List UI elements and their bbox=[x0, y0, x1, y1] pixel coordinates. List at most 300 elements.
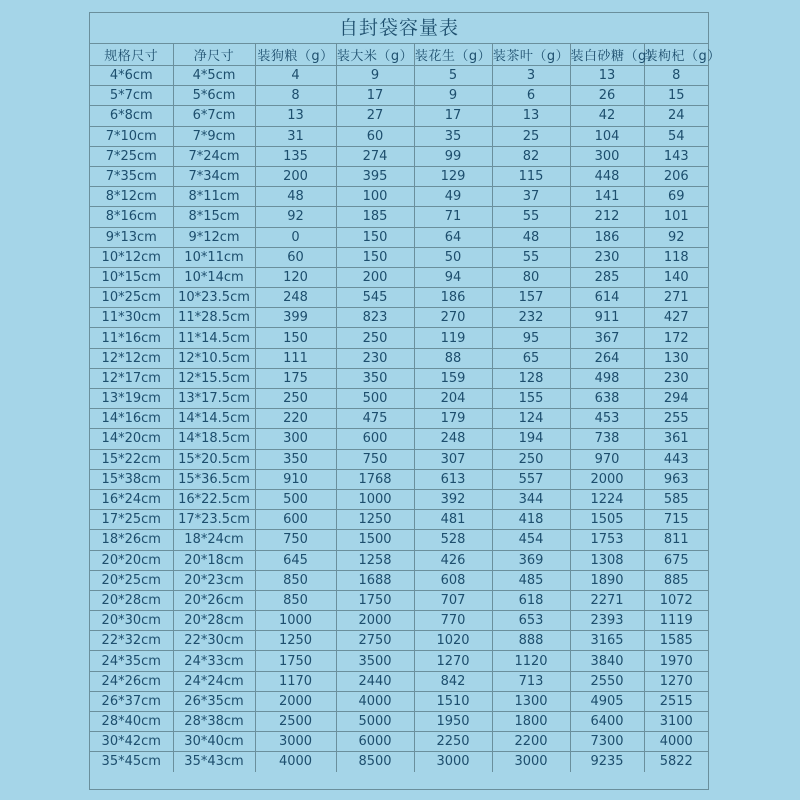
table-cell: 18*26cm bbox=[90, 530, 173, 550]
table-cell: 185 bbox=[336, 207, 414, 227]
table-cell: 48 bbox=[492, 227, 570, 247]
table-cell: 1270 bbox=[414, 651, 492, 671]
table-cell: 101 bbox=[644, 207, 708, 227]
table-cell: 11*16cm bbox=[90, 328, 173, 348]
table-cell: 2000 bbox=[570, 469, 644, 489]
table-cell: 1750 bbox=[255, 651, 336, 671]
table-row bbox=[90, 530, 708, 550]
table-cell: 285 bbox=[570, 267, 644, 287]
table-cell: 498 bbox=[570, 368, 644, 388]
table-cell: 54 bbox=[644, 126, 708, 146]
table-cell: 250 bbox=[255, 389, 336, 409]
table-cell: 13 bbox=[492, 106, 570, 126]
table-cell: 1000 bbox=[336, 489, 414, 509]
table-cell: 7*34cm bbox=[173, 166, 255, 186]
table-cell: 3500 bbox=[336, 651, 414, 671]
table-cell: 715 bbox=[644, 510, 708, 530]
table-row bbox=[90, 409, 708, 429]
table-cell: 4000 bbox=[644, 732, 708, 752]
table-cell: 15*38cm bbox=[90, 469, 173, 489]
table-row bbox=[90, 267, 708, 287]
table-cell: 204 bbox=[414, 389, 492, 409]
table-cell: 7*24cm bbox=[173, 146, 255, 166]
table-cell: 35*43cm bbox=[173, 752, 255, 772]
table-cell: 823 bbox=[336, 308, 414, 328]
table-cell: 2440 bbox=[336, 671, 414, 691]
table-cell: 104 bbox=[570, 126, 644, 146]
table-cell: 71 bbox=[414, 207, 492, 227]
table-cell: 1119 bbox=[644, 611, 708, 631]
table-cell: 22*32cm bbox=[90, 631, 173, 651]
table-cell: 481 bbox=[414, 510, 492, 530]
table-cell: 1308 bbox=[570, 550, 644, 570]
table-cell: 6000 bbox=[336, 732, 414, 752]
table-cell: 5*7cm bbox=[90, 86, 173, 106]
header-cell-net-size: 净尺寸 bbox=[173, 44, 255, 66]
table-cell: 150 bbox=[336, 247, 414, 267]
table-cell: 3000 bbox=[492, 752, 570, 772]
table-row bbox=[90, 126, 708, 146]
table-cell: 30*40cm bbox=[173, 732, 255, 752]
table-cell: 55 bbox=[492, 247, 570, 267]
table-cell: 255 bbox=[644, 409, 708, 429]
header-row bbox=[90, 44, 708, 66]
table-cell: 2515 bbox=[644, 691, 708, 711]
table-cell: 7300 bbox=[570, 732, 644, 752]
table-row bbox=[90, 550, 708, 570]
table-cell: 119 bbox=[414, 328, 492, 348]
table-cell: 9 bbox=[414, 86, 492, 106]
table-cell: 172 bbox=[644, 328, 708, 348]
table-cell: 294 bbox=[644, 389, 708, 409]
table-cell: 1258 bbox=[336, 550, 414, 570]
table-cell: 37 bbox=[492, 187, 570, 207]
table-cell: 963 bbox=[644, 469, 708, 489]
table-cell: 4000 bbox=[255, 752, 336, 772]
header-cell-goji: 装枸杞（g） bbox=[644, 44, 708, 66]
table-cell: 395 bbox=[336, 166, 414, 186]
table-cell: 2500 bbox=[255, 712, 336, 732]
table-cell: 8*11cm bbox=[173, 187, 255, 207]
table-cell: 1170 bbox=[255, 671, 336, 691]
table-cell: 60 bbox=[255, 247, 336, 267]
table-cell: 250 bbox=[492, 449, 570, 469]
table-cell: 608 bbox=[414, 570, 492, 590]
table-cell: 13*19cm bbox=[90, 389, 173, 409]
table-row bbox=[90, 368, 708, 388]
table-cell: 118 bbox=[644, 247, 708, 267]
table-cell: 8*15cm bbox=[173, 207, 255, 227]
table-cell: 20*26cm bbox=[173, 590, 255, 610]
table-cell: 675 bbox=[644, 550, 708, 570]
table-cell: 20*23cm bbox=[173, 570, 255, 590]
table-cell: 5 bbox=[414, 66, 492, 86]
table-cell: 7*9cm bbox=[173, 126, 255, 146]
table-cell: 99 bbox=[414, 146, 492, 166]
table-cell: 130 bbox=[644, 348, 708, 368]
table-cell: 200 bbox=[255, 166, 336, 186]
table-cell: 55 bbox=[492, 207, 570, 227]
header-cell-rice: 装大米（g） bbox=[336, 44, 414, 66]
table-cell: 17 bbox=[414, 106, 492, 126]
table-cell: 811 bbox=[644, 530, 708, 550]
table-cell: 5822 bbox=[659, 754, 693, 770]
table-cell: 8*16cm bbox=[90, 207, 173, 227]
table-cell: 3840 bbox=[570, 651, 644, 671]
table-cell: 24 bbox=[644, 106, 708, 126]
table-cell: 418 bbox=[492, 510, 570, 530]
table-cell: 5000 bbox=[336, 712, 414, 732]
table-cell: 1250 bbox=[255, 631, 336, 651]
table-cell: 20*18cm bbox=[173, 550, 255, 570]
table-row bbox=[90, 187, 708, 207]
table-cell: 1768 bbox=[336, 469, 414, 489]
table-row bbox=[90, 207, 708, 227]
table-cell: 274 bbox=[336, 146, 414, 166]
table-cell: 24*33cm bbox=[173, 651, 255, 671]
table-cell: 143 bbox=[644, 146, 708, 166]
table-cell: 64 bbox=[414, 227, 492, 247]
table-cell: 12*10.5cm bbox=[173, 348, 255, 368]
table-cell: 10*14cm bbox=[173, 267, 255, 287]
table-cell: 31 bbox=[255, 126, 336, 146]
table-cell: 842 bbox=[414, 671, 492, 691]
table-cell: 12*15.5cm bbox=[173, 368, 255, 388]
table-cell: 545 bbox=[336, 288, 414, 308]
table-cell: 7*35cm bbox=[90, 166, 173, 186]
table-cell: 186 bbox=[570, 227, 644, 247]
table-cell: 155 bbox=[492, 389, 570, 409]
table-row bbox=[90, 732, 708, 752]
table-cell: 910 bbox=[255, 469, 336, 489]
table-cell: 713 bbox=[492, 671, 570, 691]
table-cell: 1585 bbox=[644, 631, 708, 651]
table-cell: 27 bbox=[336, 106, 414, 126]
table-cell: 194 bbox=[492, 429, 570, 449]
table-row bbox=[90, 469, 708, 489]
table-cell: 500 bbox=[255, 489, 336, 509]
table-cell: 1270 bbox=[644, 671, 708, 691]
table-cell: 3000 bbox=[414, 752, 492, 772]
table-cell: 392 bbox=[414, 489, 492, 509]
table-cell: 9*12cm bbox=[173, 227, 255, 247]
table-cell: 850 bbox=[255, 590, 336, 610]
table-cell: 6*7cm bbox=[173, 106, 255, 126]
table-row bbox=[90, 590, 708, 610]
table-cell: 9235 bbox=[570, 752, 644, 772]
table-cell: 92 bbox=[644, 227, 708, 247]
header-cell-dog-food: 装狗粮（g） bbox=[255, 44, 336, 66]
table-cell: 264 bbox=[570, 348, 644, 368]
table-cell: 13 bbox=[570, 66, 644, 86]
table-cell: 25 bbox=[492, 126, 570, 146]
table-cell: 361 bbox=[644, 429, 708, 449]
table-cell: 212 bbox=[570, 207, 644, 227]
table-cell: 220 bbox=[255, 409, 336, 429]
table-cell: 3000 bbox=[255, 732, 336, 752]
table-row bbox=[90, 712, 708, 732]
table-cell: 186 bbox=[414, 288, 492, 308]
table-cell: 20*25cm bbox=[90, 570, 173, 590]
table-cell: 141 bbox=[570, 187, 644, 207]
table-cell: 8 bbox=[255, 86, 336, 106]
table-cell: 135 bbox=[255, 146, 336, 166]
table-cell: 17 bbox=[336, 86, 414, 106]
table-cell: 128 bbox=[492, 368, 570, 388]
table-cell: 65 bbox=[492, 348, 570, 368]
capacity-sheet bbox=[89, 12, 721, 790]
table-cell: 24*24cm bbox=[173, 671, 255, 691]
table-cell: 3 bbox=[492, 66, 570, 86]
header-cell-tea: 装茶叶（g） bbox=[492, 44, 570, 66]
table-cell: 26*35cm bbox=[173, 691, 255, 711]
table-cell: 250 bbox=[336, 328, 414, 348]
table-cell: 1800 bbox=[492, 712, 570, 732]
table-cell: 344 bbox=[492, 489, 570, 509]
table-cell: 1970 bbox=[644, 651, 708, 671]
table-cell: 30*42cm bbox=[90, 732, 173, 752]
table-cell: 3100 bbox=[644, 712, 708, 732]
table-cell: 443 bbox=[644, 449, 708, 469]
table-cell: 69 bbox=[644, 187, 708, 207]
table-cell: 26 bbox=[570, 86, 644, 106]
table-cell: 12*17cm bbox=[90, 368, 173, 388]
table-row bbox=[90, 611, 708, 631]
table-cell: 22*30cm bbox=[173, 631, 255, 651]
table-cell: 150 bbox=[336, 227, 414, 247]
table-cell: 4000 bbox=[336, 691, 414, 711]
table-cell: 1120 bbox=[492, 651, 570, 671]
table-cell: 14*18.5cm bbox=[173, 429, 255, 449]
table-cell: 485 bbox=[492, 570, 570, 590]
table-cell: 888 bbox=[492, 631, 570, 651]
table-cell: 500 bbox=[336, 389, 414, 409]
table-cell: 528 bbox=[414, 530, 492, 550]
table-cell: 124 bbox=[492, 409, 570, 429]
table-row bbox=[90, 146, 708, 166]
table-cell: 129 bbox=[414, 166, 492, 186]
table-cell: 35*45cm bbox=[90, 752, 173, 772]
table-cell: 557 bbox=[492, 469, 570, 489]
table-row bbox=[90, 449, 708, 469]
table-cell: 248 bbox=[255, 288, 336, 308]
table-cell: 12*12cm bbox=[90, 348, 173, 368]
table-cell: 28*40cm bbox=[90, 712, 173, 732]
table-cell: 15*20.5cm bbox=[173, 449, 255, 469]
table-cell: 28*38cm bbox=[173, 712, 255, 732]
table-cell: 35 bbox=[414, 126, 492, 146]
table-cell: 10*11cm bbox=[173, 247, 255, 267]
table-cell: 13*17.5cm bbox=[173, 389, 255, 409]
table-cell: 232 bbox=[492, 308, 570, 328]
table-cell: 9*13cm bbox=[90, 227, 173, 247]
table-cell: 4*6cm bbox=[90, 66, 173, 86]
table-cell: 885 bbox=[644, 570, 708, 590]
table-row bbox=[90, 510, 708, 530]
table-cell: 88 bbox=[414, 348, 492, 368]
table-cell: 24*26cm bbox=[90, 671, 173, 691]
table-cell: 175 bbox=[255, 368, 336, 388]
table-cell: 140 bbox=[644, 267, 708, 287]
table-cell: 2200 bbox=[492, 732, 570, 752]
table-cell: 14*14.5cm bbox=[173, 409, 255, 429]
table-row bbox=[90, 631, 708, 651]
table-cell: 750 bbox=[255, 530, 336, 550]
table-cell: 350 bbox=[255, 449, 336, 469]
table-cell: 10*15cm bbox=[90, 267, 173, 287]
table-row bbox=[90, 489, 708, 509]
table-cell: 20*28cm bbox=[173, 611, 255, 631]
table-row bbox=[90, 691, 708, 711]
table-cell: 638 bbox=[570, 389, 644, 409]
table-cell: 11*30cm bbox=[90, 308, 173, 328]
table-cell: 179 bbox=[414, 409, 492, 429]
table-cell: 970 bbox=[570, 449, 644, 469]
table-cell: 4 bbox=[255, 66, 336, 86]
table-cell: 5*6cm bbox=[173, 86, 255, 106]
table-cell: 17*25cm bbox=[90, 510, 173, 530]
table-cell: 2000 bbox=[255, 691, 336, 711]
table-cell: 49 bbox=[414, 187, 492, 207]
table-row bbox=[90, 429, 708, 449]
table-row bbox=[90, 752, 708, 772]
table-cell: 645 bbox=[255, 550, 336, 570]
table-cell: 427 bbox=[644, 308, 708, 328]
table-cell: 9 bbox=[336, 66, 414, 86]
table-cell: 95 bbox=[492, 328, 570, 348]
table-cell: 1020 bbox=[414, 631, 492, 651]
table-cell: 1000 bbox=[255, 611, 336, 631]
table-cell: 367 bbox=[570, 328, 644, 348]
table-cell: 707 bbox=[414, 590, 492, 610]
table-cell: 585 bbox=[644, 489, 708, 509]
table-cell: 13 bbox=[255, 106, 336, 126]
table-row bbox=[90, 671, 708, 691]
table-cell: 1688 bbox=[336, 570, 414, 590]
table-cell: 300 bbox=[255, 429, 336, 449]
table-cell: 100 bbox=[336, 187, 414, 207]
table-cell: 82 bbox=[492, 146, 570, 166]
table-cell: 369 bbox=[492, 550, 570, 570]
table-cell: 600 bbox=[336, 429, 414, 449]
table-cell: 157 bbox=[492, 288, 570, 308]
table-cell: 1300 bbox=[492, 691, 570, 711]
table-cell: 750 bbox=[336, 449, 414, 469]
table-cell: 17*23.5cm bbox=[173, 510, 255, 530]
table-row bbox=[90, 389, 708, 409]
table-cell: 1510 bbox=[414, 691, 492, 711]
table-cell: 15 bbox=[644, 86, 708, 106]
table-cell: 14*20cm bbox=[90, 429, 173, 449]
table-cell: 111 bbox=[255, 348, 336, 368]
table-row bbox=[90, 227, 708, 247]
table-cell: 230 bbox=[644, 368, 708, 388]
table-cell: 10*12cm bbox=[90, 247, 173, 267]
table-cell: 2000 bbox=[336, 611, 414, 631]
table-row bbox=[90, 308, 708, 328]
table-cell: 10*25cm bbox=[90, 288, 173, 308]
table-cell: 92 bbox=[255, 207, 336, 227]
table-cell: 7*10cm bbox=[90, 126, 173, 146]
table-cell: 453 bbox=[570, 409, 644, 429]
table-cell: 24*35cm bbox=[90, 651, 173, 671]
capacity-table bbox=[90, 44, 721, 772]
table-cell: 6 bbox=[492, 86, 570, 106]
table-cell: 206 bbox=[644, 166, 708, 186]
table-cell: 20*30cm bbox=[90, 611, 173, 631]
table-cell: 6*8cm bbox=[90, 106, 173, 126]
table-cell: 350 bbox=[336, 368, 414, 388]
table-cell: 2271 bbox=[570, 590, 644, 610]
table-cell: 475 bbox=[336, 409, 414, 429]
table-cell: 1753 bbox=[570, 530, 644, 550]
table-cell: 16*22.5cm bbox=[173, 489, 255, 509]
table-cell: 16*24cm bbox=[90, 489, 173, 509]
table-row bbox=[90, 166, 708, 186]
table-cell: 618 bbox=[492, 590, 570, 610]
table-cell: 42 bbox=[570, 106, 644, 126]
table-row bbox=[90, 570, 708, 590]
table-cell: 271 bbox=[644, 288, 708, 308]
table-cell: 94 bbox=[414, 267, 492, 287]
table-cell: 8*12cm bbox=[90, 187, 173, 207]
header-cell-sugar: 装白砂糖（g） bbox=[570, 44, 644, 66]
table-cell: 248 bbox=[414, 429, 492, 449]
table-cell: 15*22cm bbox=[90, 449, 173, 469]
table-cell: 6400 bbox=[570, 712, 644, 732]
table-cell: 1750 bbox=[336, 590, 414, 610]
table-title: 自封袋容量表 bbox=[90, 13, 708, 44]
table-cell: 1505 bbox=[570, 510, 644, 530]
table-body bbox=[90, 66, 708, 772]
table-row bbox=[90, 348, 708, 368]
table-cell: 159 bbox=[414, 368, 492, 388]
table-cell: 770 bbox=[414, 611, 492, 631]
table-cell: 0 bbox=[255, 227, 336, 247]
table-cell: 2393 bbox=[570, 611, 644, 631]
table-cell: 2550 bbox=[570, 671, 644, 691]
header-cell-spec-size: 规格尺寸 bbox=[90, 44, 173, 66]
table-cell: 20*28cm bbox=[90, 590, 173, 610]
table-cell: 200 bbox=[336, 267, 414, 287]
table-cell: 15*36.5cm bbox=[173, 469, 255, 489]
table-cell: 399 bbox=[255, 308, 336, 328]
table-cell: 11*14.5cm bbox=[173, 328, 255, 348]
table-cell: 1890 bbox=[570, 570, 644, 590]
table-row bbox=[90, 106, 708, 126]
table-cell: 850 bbox=[255, 570, 336, 590]
table-cell: 18*24cm bbox=[173, 530, 255, 550]
table-cell: 14*16cm bbox=[90, 409, 173, 429]
table-cell: 230 bbox=[570, 247, 644, 267]
table-cell: 911 bbox=[570, 308, 644, 328]
table-cell: 1224 bbox=[570, 489, 644, 509]
table-row bbox=[90, 288, 708, 308]
table-cell: 60 bbox=[336, 126, 414, 146]
table-cell: 300 bbox=[570, 146, 644, 166]
table-cell: 230 bbox=[336, 348, 414, 368]
table-row bbox=[90, 86, 708, 106]
table-cell: 11*28.5cm bbox=[173, 308, 255, 328]
table-cell: 20*20cm bbox=[90, 550, 173, 570]
table-cell: 600 bbox=[255, 510, 336, 530]
header-cell-peanut: 装花生（g） bbox=[414, 44, 492, 66]
table-cell: 115 bbox=[492, 166, 570, 186]
table-cell: 1072 bbox=[644, 590, 708, 610]
table-row bbox=[90, 66, 708, 86]
table-cell: 454 bbox=[492, 530, 570, 550]
table-cell: 150 bbox=[255, 328, 336, 348]
